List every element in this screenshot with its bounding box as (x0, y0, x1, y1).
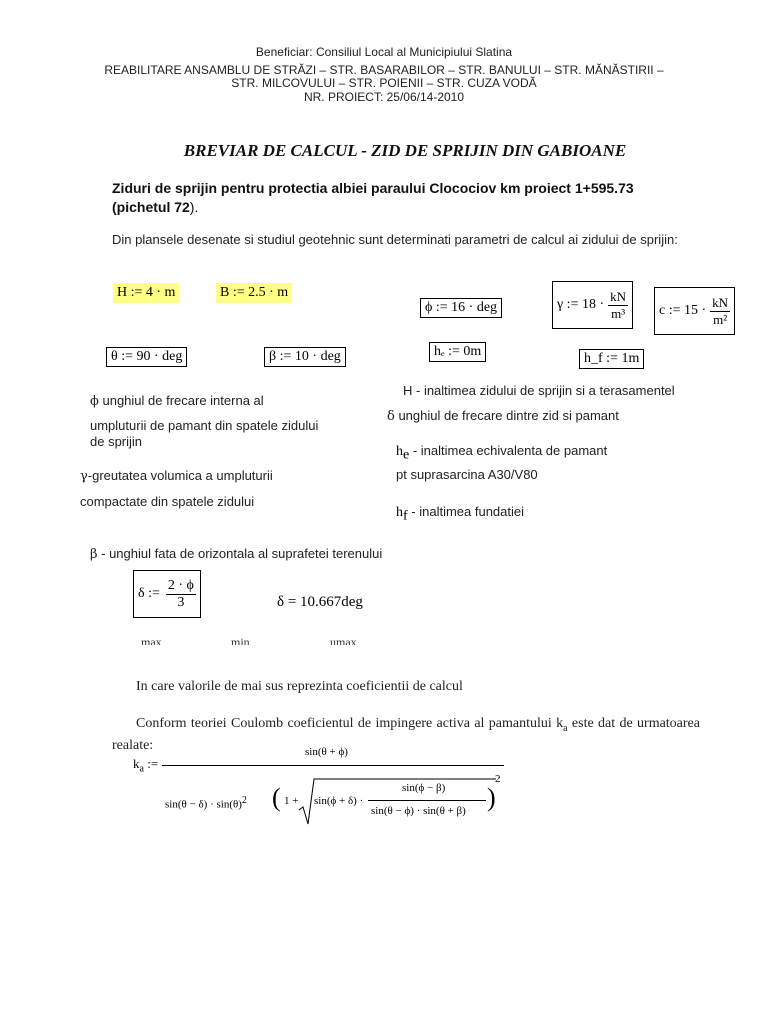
formula-main-fraction-bar (162, 765, 504, 766)
param-gamma (552, 281, 633, 329)
desc-he (396, 443, 607, 464)
formula-inner-denominator: sin(θ − ϕ) · sin(θ + β) (371, 805, 466, 817)
formula-close-paren: ) (487, 783, 496, 812)
param-gamma-den: m³ (611, 305, 626, 321)
delta-lhs: δ := (138, 586, 160, 601)
subtitle-pichet: (pichetul 72 (112, 199, 190, 215)
param-c-num: kN (712, 294, 729, 310)
desc-hf-text: - inaltimea fundatiei (407, 504, 525, 519)
formula-k: k (133, 756, 140, 771)
header-project-line: REABILITARE ANSAMBLU DE STRĂZI – STR. BASARABILOR – STR. BANULUI – STR. MĂNĂSTIRII – (104, 63, 664, 77)
desc-he-text: - inaltimea echivalenta de pamant (409, 443, 608, 458)
desc-beta-text: - unghiul fata de orizontala al suprafetei terenului (97, 546, 383, 561)
desc-phi-cont: umpluturii de pamant din spatele zidului de sprijin (90, 418, 319, 449)
formula-lhs (133, 756, 158, 775)
param-c-lhs: c := 15 · (659, 303, 707, 318)
desc-beta-symbol: β (90, 547, 98, 562)
coulomb-text: Conform teoriei Coulomb coeficientul de impingere activa al pamantului k (136, 716, 564, 731)
param-phi: ϕ := 16 · deg (420, 298, 502, 318)
formula-den-square: 2 (241, 795, 247, 806)
formula-one-plus: 1 + (284, 795, 299, 807)
desc-phi-text: unghiul de frecare interna al (98, 393, 264, 408)
desc-gamma-text: -greutatea volumica a umpluturii (87, 468, 273, 483)
subtitle-close: ). (189, 199, 199, 215)
desc-he-symbol: h (396, 444, 403, 459)
desc-gamma-symbol: γ (80, 469, 88, 484)
param-gamma-num: kN (610, 288, 627, 304)
param-beta: β := 10 · deg (264, 347, 346, 367)
header-beneficiar: Beneficiar: Consiliul Local al Municipiului Slatina (255, 45, 513, 59)
cut-label-min: min (231, 636, 250, 645)
param-hf: h_f := 1m (579, 349, 644, 369)
param-he: hₑ := 0m (429, 342, 486, 362)
delta-numerator: 2 · ϕ (167, 577, 194, 593)
param-H: H := 4 · m (113, 283, 179, 303)
param-c-den: m² (713, 311, 728, 327)
desc-delta-symbol: δ (387, 409, 395, 424)
header-project-number: NR. PROIECT: 25/06/14-2010 (303, 90, 465, 104)
desc-gamma-cont: compactate din spatele zidului (80, 494, 255, 509)
coulomb-text-end: este dat de urmatoarea realate: (112, 716, 700, 753)
formula-den-left: sin(θ − δ) · sin(θ) (165, 798, 242, 811)
desc-he-sub: e (403, 447, 410, 463)
desc-phi-symbol: ϕ (90, 394, 99, 409)
formula-inner-fraction-bar (368, 800, 486, 801)
formula-k-sub: a (139, 763, 144, 775)
delta-denominator: 3 (177, 594, 185, 610)
document-title: BREVIAR DE CALCUL - ZID DE SPRIJIN DIN GABIOANE (183, 141, 627, 160)
section-subtitle (112, 179, 712, 217)
desc-delta-text: unghiul de frecare dintre zid si pamant (394, 408, 619, 423)
coulomb-ka-sub: a (563, 722, 568, 734)
desc-H: H - inaltimea zidului de sprijin si a terasamentel (403, 383, 675, 398)
param-c (654, 287, 735, 335)
delta-result: δ = 10.667deg (277, 594, 363, 610)
desc-hf-symbol: h (396, 505, 403, 520)
desc-phi (90, 393, 330, 410)
cut-label-umax: umax (330, 636, 357, 645)
subtitle-main: Ziduri de sprijin pentru protectia albiei paraului Clocociov km proiect 1+595.73 (112, 180, 634, 196)
coulomb-paragraph (112, 715, 700, 754)
desc-gamma (80, 468, 273, 485)
formula-root-left: sin(ϕ + δ) · (314, 795, 364, 807)
desc-he-cont: pt suprasarcina A30/V80 (396, 467, 538, 482)
cut-label-max: max (141, 636, 162, 645)
delta-definition (133, 570, 201, 618)
desc-hf (396, 504, 524, 525)
formula-outer-square: 2 (495, 773, 501, 785)
formula-inner-numerator: sin(ϕ − β) (402, 782, 446, 794)
header-streets-line: STR. MILCOVULUI – STR. POIENII – STR. CUZA VODĂ (231, 76, 537, 90)
desc-beta (90, 546, 382, 563)
formula-denominator-left (165, 795, 247, 811)
formula-assign: := (147, 756, 159, 771)
desc-hf-sub: f (403, 508, 408, 524)
desc-delta (387, 408, 619, 425)
coefficients-note: In care valorile de mai sus reprezinta coeficientii de calcul (136, 679, 463, 694)
formula-numerator: sin(θ + ϕ) (305, 746, 348, 758)
param-gamma-lhs: γ := 18 · (557, 297, 605, 312)
formula-open-paren: ( (272, 783, 281, 812)
param-B: B := 2.5 · m (216, 283, 292, 303)
param-theta: θ := 90 · deg (106, 347, 187, 367)
intro-paragraph: Din plansele desenate si studiul geotehnic sunt determinati parametri de calcul ai zidului de sprijin: (112, 232, 678, 247)
